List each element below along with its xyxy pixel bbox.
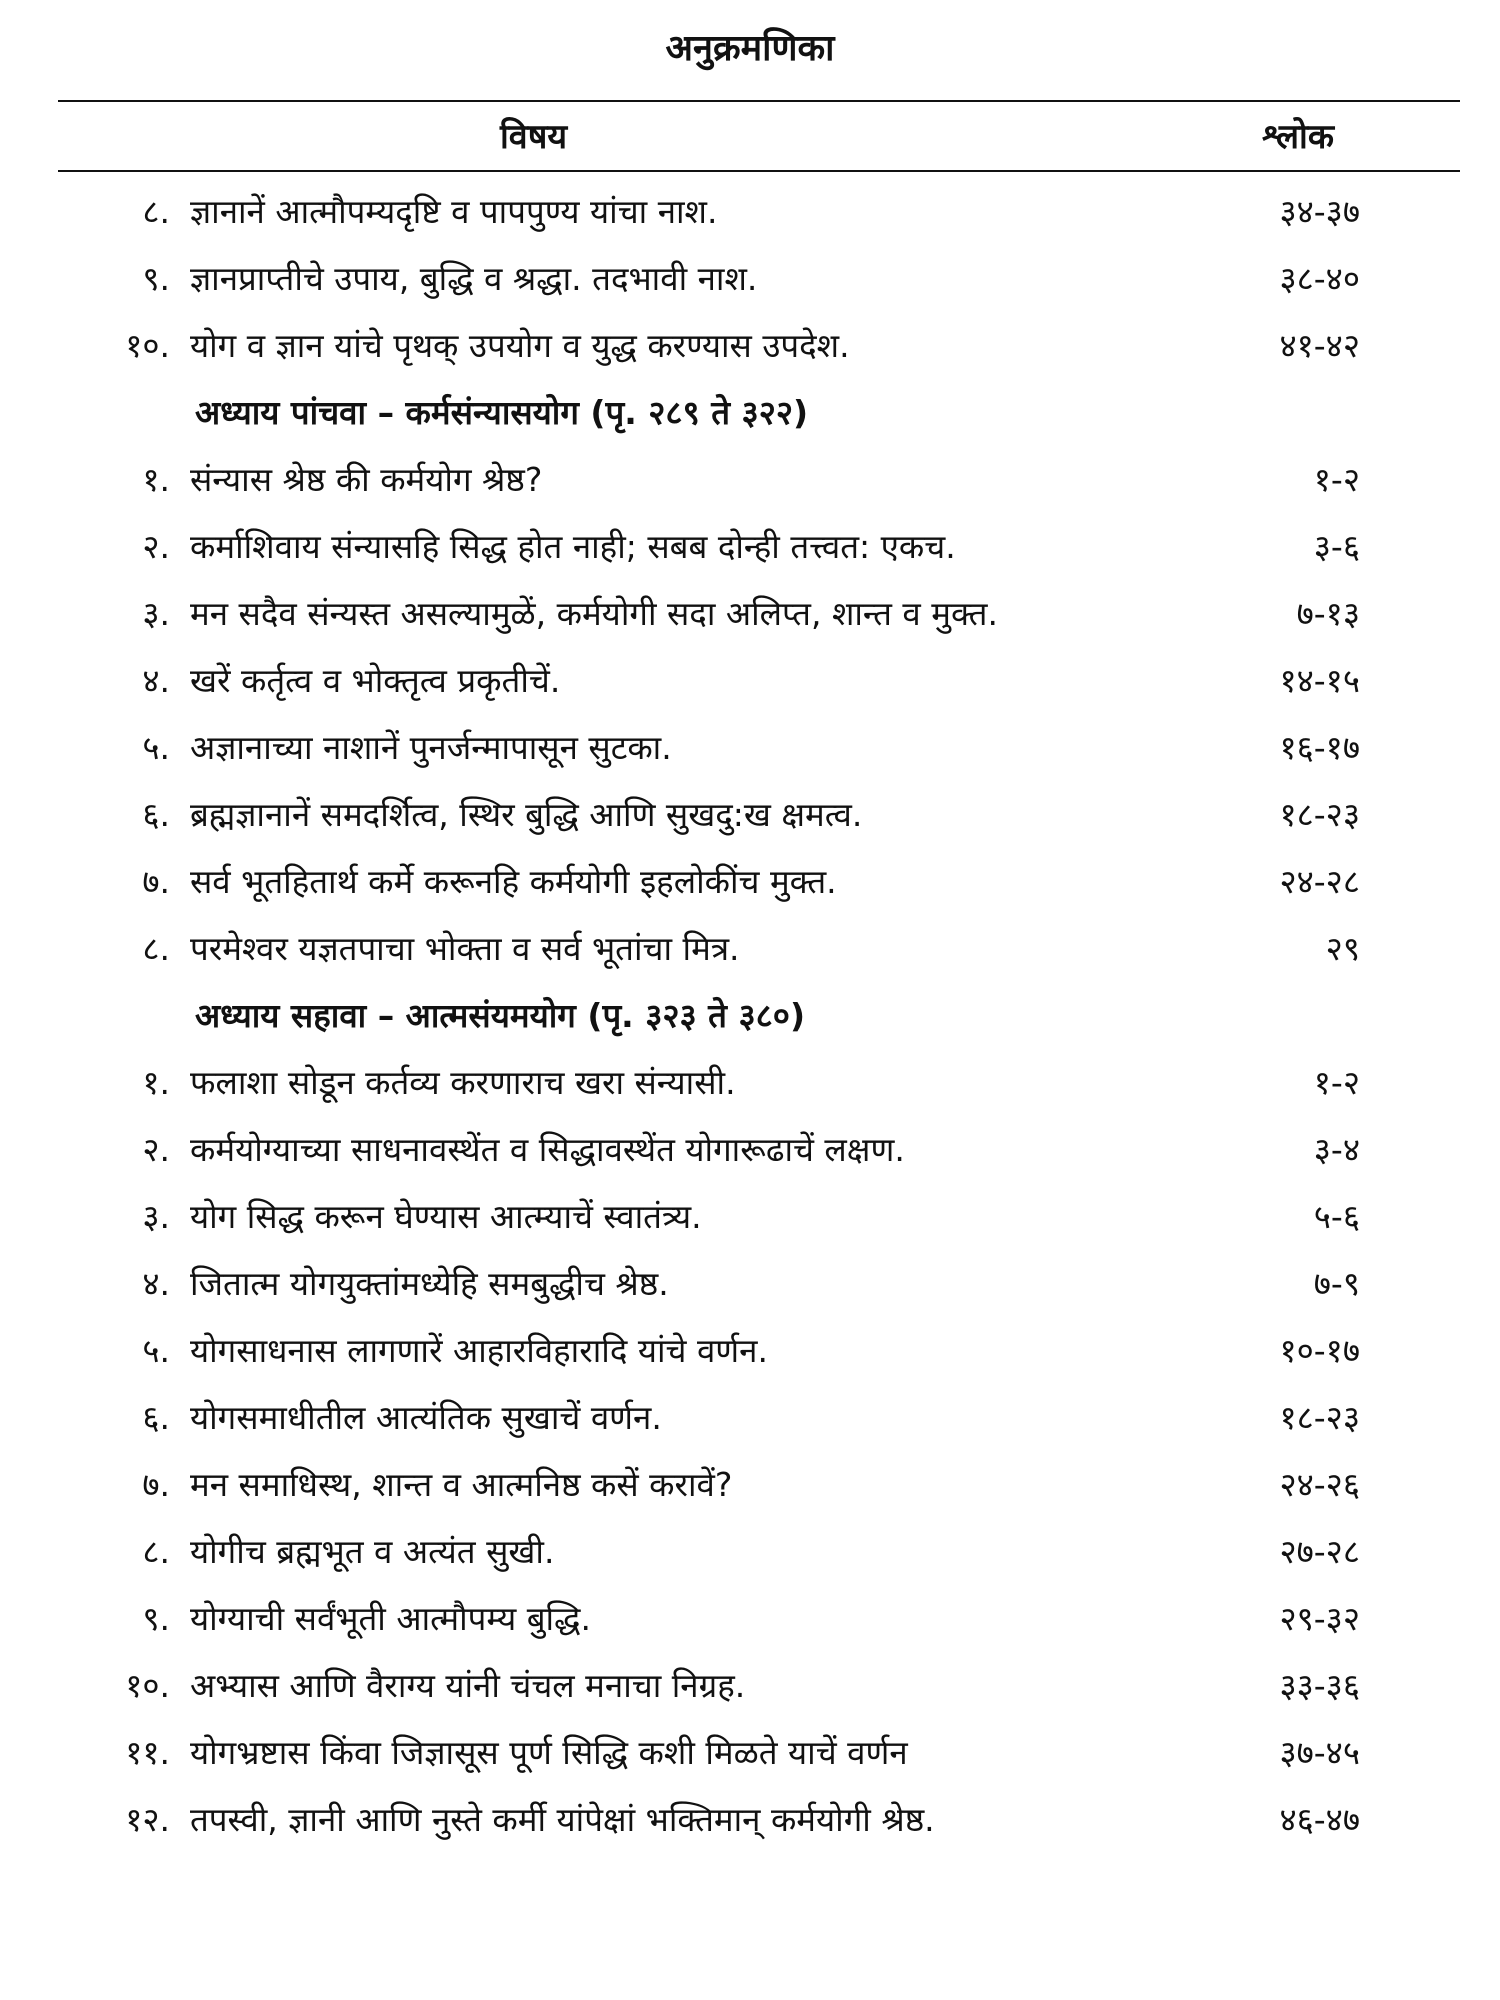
- toc-row: [0, 1384, 1500, 1451]
- toc-row: [0, 1719, 1500, 1786]
- row-number: ३.: [142, 594, 170, 633]
- row-number: ५.: [142, 728, 170, 767]
- row-shloka-range: ४१-४२: [1279, 326, 1360, 365]
- row-subject: योगभ्रष्टास किंवा जिज्ञासूस पूर्ण सिद्धि कशी मिळते याचें वर्णन: [190, 1733, 908, 1772]
- row-subject: ज्ञानानें आत्मौपम्यदृष्टि व पापपुण्य यांचा नाश.: [190, 192, 718, 231]
- row-shloka-range: ७-९: [1313, 1264, 1360, 1303]
- toc-row: [0, 1451, 1500, 1518]
- toc-row: [0, 915, 1500, 982]
- row-subject: खरें कर्तृत्व व भोक्तृत्व प्रकृतीचें.: [190, 661, 561, 700]
- toc-row: [0, 513, 1500, 580]
- row-subject: मन समाधिस्थ, शान्त व आत्मनिष्ठ कसें करावें?: [190, 1465, 733, 1504]
- row-number: १.: [142, 460, 170, 499]
- row-shloka-range: ७-१३: [1296, 594, 1360, 633]
- row-shloka-range: १८-२३: [1279, 795, 1360, 834]
- row-shloka-range: १४-१५: [1279, 661, 1360, 700]
- row-subject: तपस्वी, ज्ञानी आणि नुस्ते कर्मी यांपेक्षां भक्तिमान् कर्मयोगी श्रेष्ठ.: [190, 1800, 935, 1839]
- row-subject: संन्यास श्रेष्ठ की कर्मयोग श्रेष्ठ?: [190, 460, 543, 499]
- row-shloka-range: ३४-३७: [1279, 192, 1360, 231]
- row-number: २.: [142, 1130, 170, 1169]
- row-subject: जितात्म योगयुक्तांमध्येहि समबुद्धीच श्रेष्ठ.: [190, 1264, 669, 1303]
- row-subject: ज्ञानप्राप्तीचे उपाय, बुद्धि व श्रद्धा. तदभावी नाश.: [190, 259, 758, 298]
- row-shloka-range: २९-३२: [1279, 1599, 1360, 1638]
- row-number: १०.: [125, 326, 170, 365]
- toc-row: [0, 714, 1500, 781]
- toc-row: [0, 781, 1500, 848]
- chapter-heading: [0, 982, 1500, 1049]
- row-subject: परमेश्वर यज्ञतपाचा भोक्ता व सर्व भूतांचा मित्र.: [190, 929, 740, 968]
- row-shloka-range: ३३-३६: [1279, 1666, 1360, 1705]
- toc-row: [0, 446, 1500, 513]
- toc-row: [0, 647, 1500, 714]
- row-number: ४.: [142, 1264, 170, 1303]
- toc-row: [0, 1786, 1500, 1853]
- row-shloka-range: २४-२६: [1279, 1465, 1360, 1504]
- row-subject: कर्माशिवाय संन्यासहि सिद्ध होत नाही; सबब दोन्ही तत्त्वत: एकच.: [190, 527, 956, 566]
- row-number: १०.: [125, 1666, 170, 1705]
- toc-row: [0, 1652, 1500, 1719]
- row-shloka-range: १-२: [1313, 460, 1360, 499]
- row-shloka-range: २७-२८: [1279, 1532, 1360, 1571]
- chapter-heading-text: अध्याय सहावा – आत्मसंयमयोग (पृ. ३२३ ते ३८०): [195, 996, 806, 1035]
- toc-content: [0, 178, 1500, 1853]
- top-rule: [58, 100, 1460, 102]
- row-subject: सर्व भूतहितार्थ कर्मे करूनहि कर्मयोगी इहलोकींच मुक्त.: [190, 862, 837, 901]
- row-shloka-range: १८-२३: [1279, 1398, 1360, 1437]
- row-shloka-range: २४-२८: [1279, 862, 1360, 901]
- toc-row: [0, 245, 1500, 312]
- row-subject: योगसमाधीतील आत्यंतिक सुखाचें वर्णन.: [190, 1398, 662, 1437]
- header-rule: [58, 170, 1460, 172]
- toc-row: [0, 1049, 1500, 1116]
- toc-row: [0, 1250, 1500, 1317]
- row-shloka-range: २९: [1325, 929, 1360, 968]
- row-shloka-range: १-२: [1313, 1063, 1360, 1102]
- row-number: ९.: [142, 1599, 170, 1638]
- row-subject: अज्ञानाच्या नाशानें पुनर्जन्मापासून सुटका.: [190, 728, 672, 767]
- row-shloka-range: ३-४: [1313, 1130, 1360, 1169]
- row-shloka-range: ३७-४५: [1279, 1733, 1360, 1772]
- column-header-shloka: श्लोक: [1262, 117, 1334, 157]
- toc-row: [0, 1585, 1500, 1652]
- row-subject: योग सिद्ध करून घेण्यास आत्म्याचें स्वातंत्र्य.: [190, 1197, 702, 1236]
- row-number: ७.: [142, 1465, 170, 1504]
- row-number: ११.: [125, 1733, 170, 1772]
- row-number: ६.: [142, 795, 170, 834]
- row-number: १२.: [125, 1800, 170, 1839]
- row-subject: योगीच ब्रह्मभूत व अत्यंत सुखी.: [190, 1532, 555, 1571]
- row-subject: योगसाधनास लागणारें आहारविहारादि यांचे वर्णन.: [190, 1331, 768, 1370]
- row-number: ५.: [142, 1331, 170, 1370]
- column-header-subject: विषय: [500, 117, 568, 157]
- row-number: ८.: [142, 929, 170, 968]
- row-shloka-range: ३८-४०: [1279, 259, 1360, 298]
- row-shloka-range: १६-१७: [1279, 728, 1360, 767]
- row-subject: फलाशा सोडून कर्तव्य करणाराच खरा संन्यासी.: [190, 1063, 736, 1102]
- row-subject: ब्रह्मज्ञानानें समदर्शित्व, स्थिर बुद्धि आणि सुखदु:ख क्षमत्व.: [190, 795, 863, 834]
- toc-row: [0, 1518, 1500, 1585]
- chapter-heading-text: अध्याय पांचवा – कर्मसंन्यासयोग (पृ. २८९ ते ३२२): [195, 393, 809, 432]
- toc-row: [0, 1317, 1500, 1384]
- row-subject: योग व ज्ञान यांचे पृथक् उपयोग व युद्ध करण्यास उपदेश.: [190, 326, 850, 365]
- row-subject: योग्याची सर्वंभूती आत्मौपम्य बुद्धि.: [190, 1599, 591, 1638]
- row-number: २.: [142, 527, 170, 566]
- row-shloka-range: ५-६: [1313, 1197, 1360, 1236]
- page-title: अनुक्रमणिका: [665, 28, 835, 69]
- toc-row: [0, 178, 1500, 245]
- toc-row: [0, 580, 1500, 647]
- row-number: ८.: [142, 192, 170, 231]
- toc-row: [0, 1183, 1500, 1250]
- row-number: ३.: [142, 1197, 170, 1236]
- row-number: १.: [142, 1063, 170, 1102]
- row-subject: कर्मयोग्याच्या साधनावस्थेंत व सिद्धावस्थेंत योगारूढाचें लक्षण.: [190, 1130, 905, 1169]
- row-shloka-range: ४६-४७: [1279, 1800, 1360, 1839]
- row-shloka-range: १०-१७: [1279, 1331, 1360, 1370]
- row-shloka-range: ३-६: [1313, 527, 1360, 566]
- row-number: ८.: [142, 1532, 170, 1571]
- row-number: ४.: [142, 661, 170, 700]
- toc-row: [0, 312, 1500, 379]
- toc-row: [0, 848, 1500, 915]
- row-subject: अभ्यास आणि वैराग्य यांनी चंचल मनाचा निग्रह.: [190, 1666, 746, 1705]
- row-subject: मन सदैव संन्यस्त असल्यामुळें, कर्मयोगी सदा अलिप्त, शान्त व मुक्त.: [190, 594, 998, 633]
- row-number: ७.: [142, 862, 170, 901]
- chapter-heading: [0, 379, 1500, 446]
- row-number: ६.: [142, 1398, 170, 1437]
- toc-row: [0, 1116, 1500, 1183]
- row-number: ९.: [142, 259, 170, 298]
